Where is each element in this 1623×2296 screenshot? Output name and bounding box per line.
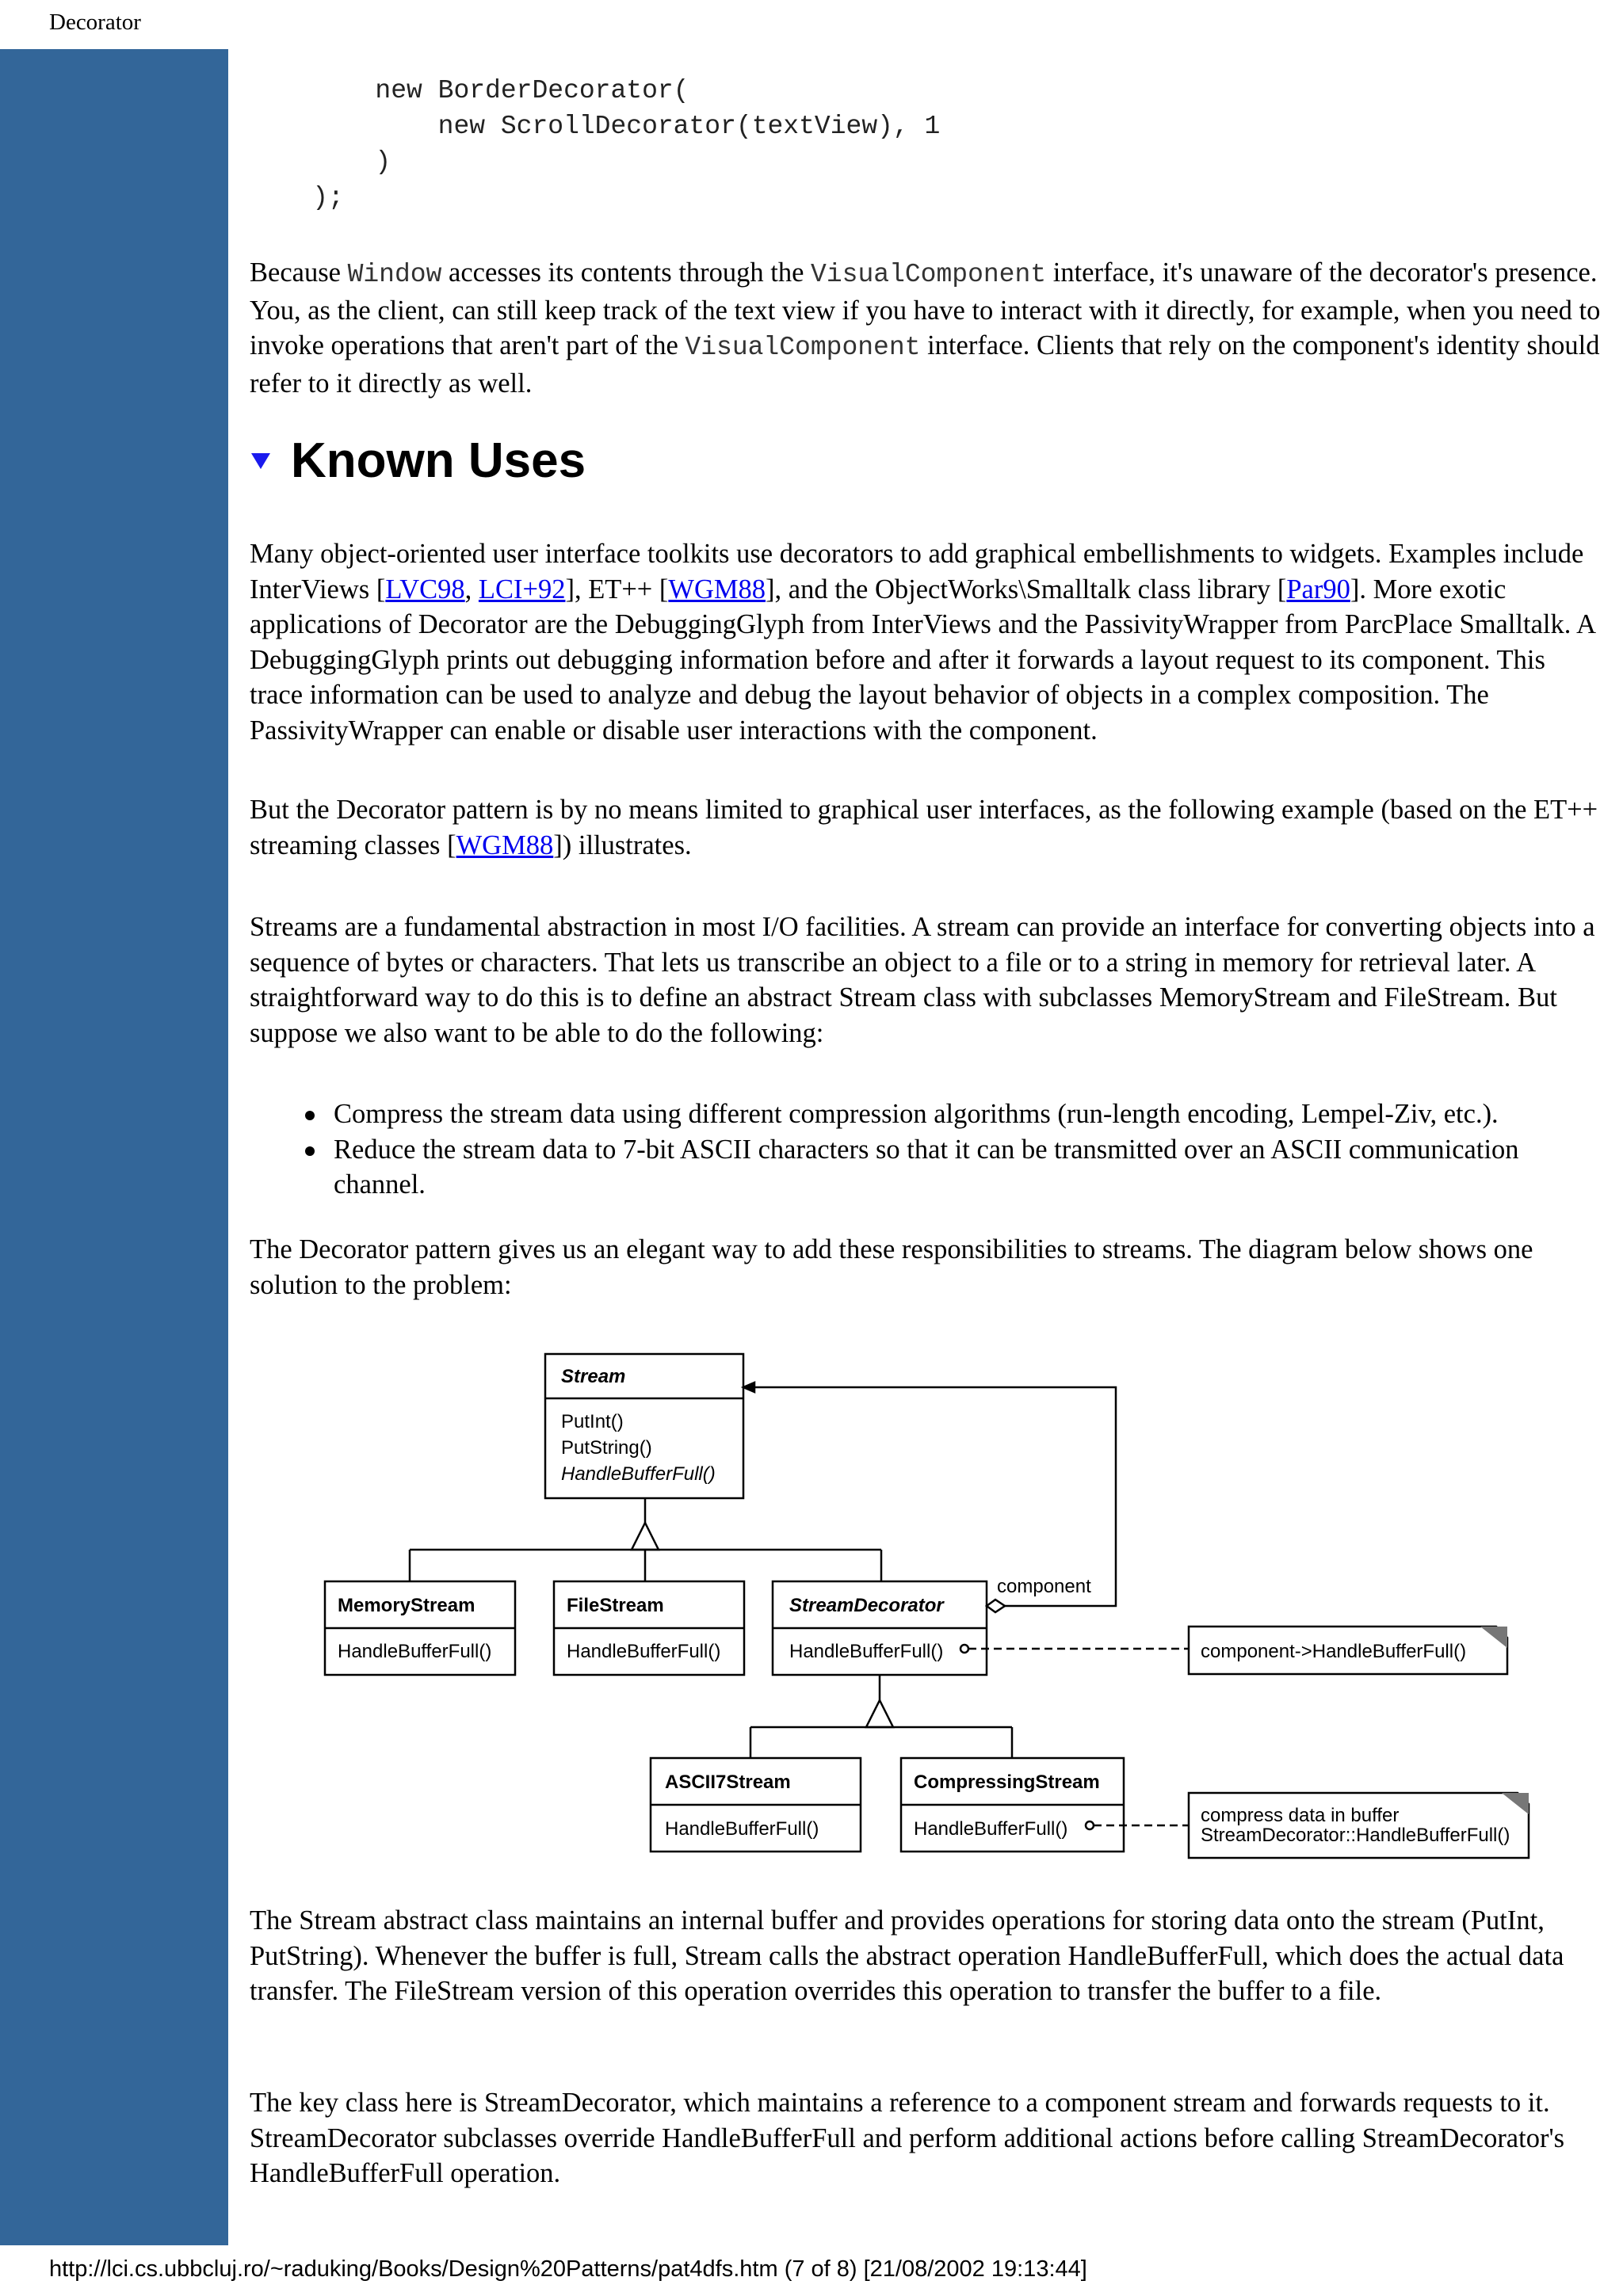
- class-memorystream-op: HandleBufferFull(): [338, 1641, 492, 1662]
- class-filestream-op: HandleBufferFull(): [567, 1641, 721, 1662]
- code-line: new ScrollDecorator(textView), 1: [250, 112, 941, 141]
- code-line: );: [250, 183, 344, 212]
- class-memorystream-name: MemoryStream: [338, 1595, 475, 1616]
- class-compressingstream-name: CompressingStream: [914, 1772, 1100, 1793]
- class-ascii7stream-name: ASCII7Stream: [665, 1772, 791, 1793]
- citation-link-wgm88[interactable]: WGM88: [456, 830, 554, 860]
- citation-link-lvc98[interactable]: LVC98: [385, 574, 465, 605]
- list-item: Reduce the stream data to 7-bit ASCII characters so that it can be transmitted over an ASCII communication channel.: [250, 1132, 1605, 1203]
- list-item: Compress the stream data using different compression algorithms (run-length encoding, Lempel-Ziv, etc.).: [250, 1097, 1605, 1132]
- note-text: StreamDecorator::HandleBufferFull(): [1201, 1825, 1510, 1846]
- code-inline: VisualComponent: [811, 260, 1047, 289]
- code-line: new BorderDecorator(: [250, 76, 689, 105]
- paragraph-not-limited: But the Decorator pattern is by no means limited to graphical user interfaces, as the following example (based on the ET++ streaming classes [WGM88]) illustrates.: [250, 795, 1598, 860]
- paragraph-key-class: The key class here is StreamDecorator, which maintains a reference to a component stream and forwards requests to it. StreamDecorator subclasses override HandleBufferFull and perform additional actions before calling StreamDecorator's HandleBufferFull operation.: [250, 2088, 1565, 2188]
- class-ascii7stream-op: HandleBufferFull(): [665, 1818, 819, 1840]
- paragraph-stream-abstract: The Stream abstract class maintains an internal buffer and provides operations for storing data onto the stream (PutInt, PutString). Whenever the buffer is full, Stream calls the abstract operation HandleBufferFull, which does the actual data transfer. The FileStream version of this operation overrides this operation to transfer the buffer to a file.: [250, 1905, 1564, 2006]
- association-label: component: [997, 1576, 1091, 1597]
- class-compressingstream-op: HandleBufferFull(): [914, 1818, 1068, 1840]
- code-inline: VisualComponent: [685, 333, 921, 362]
- page-footer-url: http://lci.cs.ubbcluj.ro/~raduking/Books/Design%20Patterns/pat4dfs.htm (7 of 8) [21/08/2002 19:13:44]: [49, 2256, 1087, 2282]
- paragraph-known-uses: Many object-oriented user interface toolkits use decorators to add graphical embellishments to widgets. Examples include InterViews [LVC98, LCI+92], ET++ [WGM88], and the ObjectWorks\Smalltalk class library [Par90]. More exotic applications of Decorator are the DebuggingGlyph from InterViews and the PassivityWrapper from ParcPlace Smalltalk. A DebuggingGlyph prints out debugging information before and after it forwards a layout request to its component. This trace information can be used to analyze and debug the layout behavior of objects in a complex composition. The PassivityWrapper can enable or disable user interactions with the component.: [250, 539, 1595, 746]
- page-header-title: Decorator: [49, 10, 141, 35]
- citation-link-lci92[interactable]: LCI+92: [478, 574, 566, 605]
- code-line: ): [250, 147, 391, 177]
- section-title: Known Uses: [291, 433, 586, 488]
- class-streamdecorator-name: StreamDecorator: [789, 1595, 944, 1616]
- note-text: component->HandleBufferFull(): [1201, 1641, 1467, 1662]
- class-streamdecorator-op: HandleBufferFull(): [789, 1641, 944, 1662]
- citation-link-wgm88[interactable]: WGM88: [668, 574, 766, 605]
- paragraph-decorator-elegant: The Decorator pattern gives us an elegant way to add these responsibilities to streams. The diagram below shows one solution to the problem:: [250, 1234, 1533, 1300]
- paragraph-streams: Streams are a fundamental abstraction in most I/O facilities. A stream can provide an interface for converting objects into a sequence of bytes or characters. That lets us transcribe an object to a file or to a string in memory for retrieval later. A straightforward way to do this is to define an abstract Stream class with subclasses MemoryStream and FileStream. But suppose we also want to be able to do the following:: [250, 912, 1595, 1048]
- class-stream-name: Stream: [561, 1366, 626, 1387]
- class-stream-op: PutInt(): [561, 1411, 624, 1432]
- class-filestream-name: FileStream: [567, 1595, 664, 1616]
- citation-link-par90[interactable]: Par90: [1286, 574, 1350, 605]
- note-text: compress data in buffer: [1201, 1805, 1400, 1826]
- class-stream-op: HandleBufferFull(): [561, 1463, 716, 1485]
- paragraph-window-access: Because Window accesses its contents through the VisualComponent interface, it's unaware of the decorator's presence. You, as the client, can still keep track of the text view if you have to interact with it directly, for example, when you need to invoke operations that aren't part of the VisualComponent interface. Clients that rely on the component's identity should refer to it directly as well.: [250, 257, 1601, 399]
- class-stream-op: PutString(): [561, 1437, 652, 1459]
- code-inline: Window: [347, 260, 442, 289]
